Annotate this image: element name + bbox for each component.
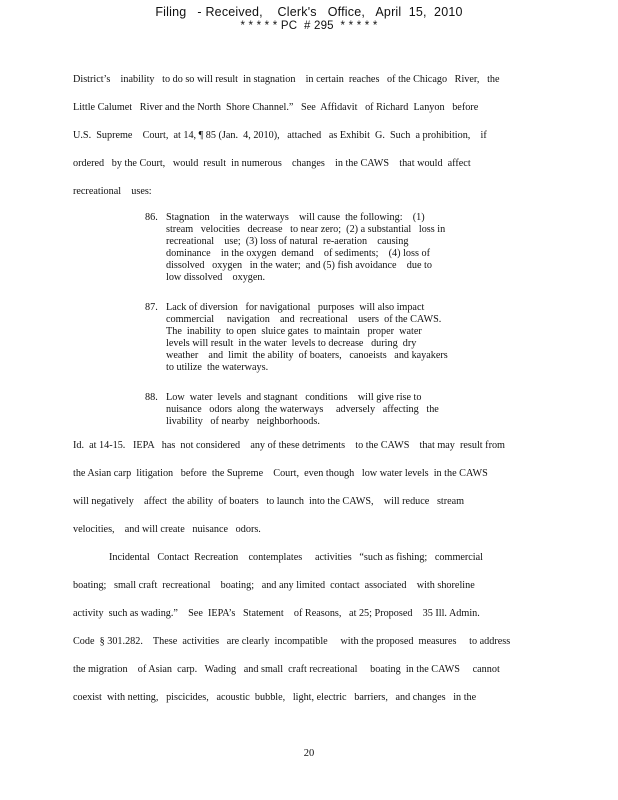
- text-line: dominance in the oxygen demand of sediments; (4) loss of: [166, 248, 430, 259]
- pc-number-stamp: * * * * * PC # 295 * * * * *: [240, 20, 378, 32]
- text-line: nuisance odors along the waterways adversely affecting the: [166, 404, 439, 415]
- item-number: 87.: [145, 302, 158, 313]
- text-line: The inability to open sluice gates to maintain proper water: [166, 326, 422, 337]
- text-line: will negatively affect the ability of boaters to launch into the CAWS, will reduce stream: [73, 496, 465, 507]
- text-line: dissolved oxygen in the water; and (5) fish avoidance due to: [166, 260, 432, 271]
- text-line: boating; small craft recreational boating; and any limited contact associated with shoreline: [73, 580, 475, 591]
- text-line: Id. at 14-15. IEPA has not considered any of these detriments to the CAWS that may result from: [73, 440, 505, 451]
- text-line: activity such as wading.” See IEPA’s Statement of Reasons, at 25; Proposed 35 Ill. Admin.: [73, 608, 480, 619]
- text-line: Stagnation in the waterways will cause the following: (1): [166, 212, 425, 223]
- text-line: weather and limit the ability of boaters, canoeists and kayakers: [166, 350, 448, 361]
- text-line: coexist with netting, piscicides, acoustic bubble, light, electric barriers, and changes in the: [73, 692, 477, 703]
- quoted-paragraph-86: [166, 212, 476, 284]
- text-line: the migration of Asian carp. Wading and small craft recreational boating in the CAWS cannot: [73, 664, 500, 675]
- text-line: commercial navigation and recreational users of the CAWS.: [166, 314, 442, 325]
- text-line: Code § 301.282. These activities are clearly incompatible with the proposed measures to address: [73, 636, 511, 647]
- text-line: recreational use; (3) loss of natural re-aeration causing: [166, 236, 409, 247]
- text-line: recreational uses:: [73, 186, 152, 197]
- text-line: District’s inability to do so will result in stagnation in certain reaches of the Chicago River, the: [73, 74, 500, 85]
- text-line: low dissolved oxygen.: [166, 272, 266, 283]
- filing-stamp: Filing - Received, Clerk's Office, April 15, 2010: [155, 5, 463, 19]
- quoted-paragraph-88: [166, 392, 476, 428]
- text-line: the Asian carp litigation before the Supreme Court, even though low water levels in the CAWS: [73, 468, 488, 479]
- text-line: Lack of diversion for navigational purposes will also impact: [166, 302, 425, 313]
- item-number: 86.: [145, 212, 158, 223]
- text-line: livability of nearby neighborhoods.: [166, 416, 320, 427]
- text-line: to utilize the waterways.: [166, 362, 269, 373]
- text-line: Little Calumet River and the North Shore Channel.” See Affidavit of Richard Lanyon before: [73, 102, 479, 113]
- page-number: 20: [303, 748, 315, 759]
- text-line: Incidental Contact Recreation contemplates activities “such as fishing; commercial: [109, 552, 483, 563]
- quoted-paragraph-87: [166, 302, 476, 374]
- text-line: stream velocities decrease to near zero; (2) a substantial loss in: [166, 224, 446, 235]
- text-line: ordered by the Court, would result in numerous changes in the CAWS that would affect: [73, 158, 471, 169]
- text-line: levels will result in the water levels to decrease during dry: [166, 338, 417, 349]
- text-line: Low water levels and stagnant conditions will give rise to: [166, 392, 422, 403]
- text-line: velocities, and will create nuisance odors.: [73, 524, 261, 535]
- text-line: U.S. Supreme Court, at 14, ¶ 85 (Jan. 4, 2010), attached as Exhibit G. Such a prohibition, if: [73, 130, 487, 141]
- item-number: 88.: [145, 392, 158, 403]
